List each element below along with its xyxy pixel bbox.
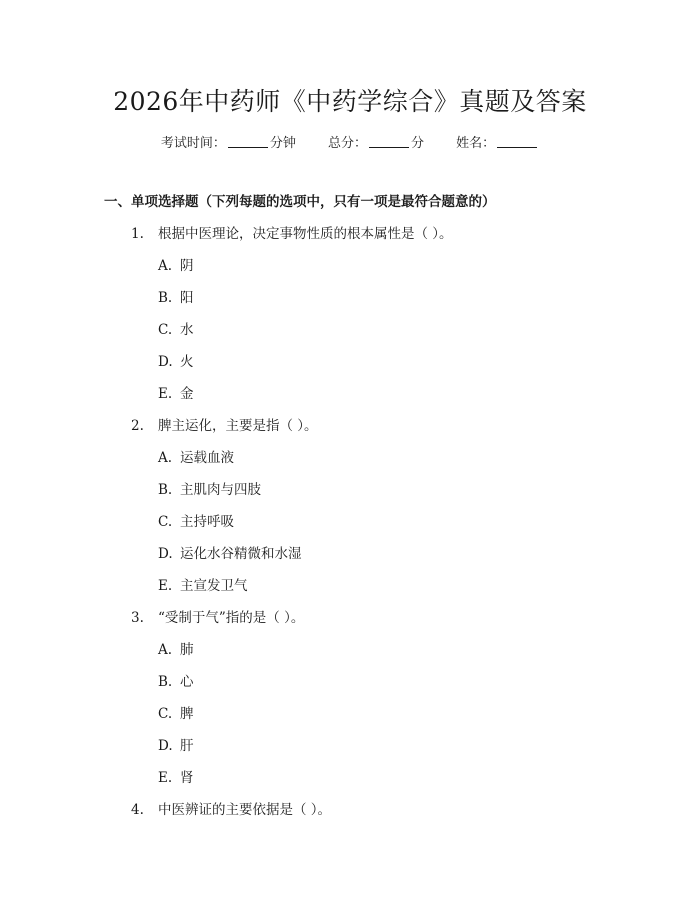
exam-time [161,132,296,151]
option-e [0,765,700,797]
option-text: 肺 [180,642,194,658]
exam-time-unit: 分钟 [269,136,296,151]
question-stem [0,797,700,829]
exam-time-blank [228,135,268,148]
question-number: 1. [131,226,144,242]
option-letter: E. [158,386,173,402]
option-d [0,733,700,765]
question-stem [0,605,700,637]
option-text: 阳 [180,290,194,306]
option-e [0,573,700,605]
total-score-label: 总分： [327,136,367,151]
option-letter: B. [158,674,173,690]
section-heading: 一、单项选择题（下列每题的选项中，只有一项是最符合题意的） [104,194,496,210]
option-text: 心 [180,674,194,690]
question-number: 4. [131,802,144,818]
option-text: 运化水谷精微和水湿 [180,546,302,562]
question-number: 3. [131,610,144,626]
option-letter: E. [158,770,173,786]
option-a [0,637,700,669]
option-text: 主宣发卫气 [180,578,248,594]
option-letter: D. [158,546,173,562]
question-number: 2. [131,418,144,434]
option-text: 水 [180,322,194,338]
question-text: 根据中医理论，决定事物性质的根本属性是（ ）。 [158,226,453,242]
option-text: 火 [180,354,194,370]
question-stem [0,221,700,253]
option-e [0,381,700,413]
option-c [0,509,700,541]
option-letter: D. [158,354,173,370]
student-name-blank [497,135,537,148]
student-name [456,132,539,151]
exam-meta [0,132,700,151]
question-text: “受制于气”指的是（ ）。 [158,610,305,626]
option-text: 阴 [180,258,194,274]
option-letter: E. [158,578,173,594]
question-text: 脾主运化，主要是指（ ）。 [158,418,318,434]
option-a [0,253,700,285]
option-text: 主持呼吸 [180,514,234,530]
option-letter: B. [158,482,173,498]
total-score-blank [369,135,409,148]
question-3 [0,605,700,797]
page-title: 2026年中药师《中药学综合》真题及答案 [113,87,587,116]
option-text: 肾 [180,770,194,786]
option-b [0,477,700,509]
option-text: 主肌肉与四肢 [180,482,261,498]
question-2 [0,413,700,605]
option-b [0,669,700,701]
option-letter: C. [158,514,173,530]
option-text: 运载血液 [180,450,234,466]
option-text: 肝 [180,738,194,754]
student-name-label: 姓名： [456,136,496,151]
total-score [328,132,424,151]
question-text: 中医辨证的主要依据是（ ）。 [158,802,332,818]
option-letter: A. [158,642,173,658]
option-text: 脾 [180,706,194,722]
option-c [0,317,700,349]
exam-time-label: 考试时间： [160,136,226,151]
option-c [0,701,700,733]
question-list [0,221,700,829]
option-letter: C. [158,322,173,338]
option-b [0,285,700,317]
option-d [0,349,700,381]
total-score-unit: 分 [411,136,425,151]
question-1 [0,221,700,413]
option-letter: A. [158,450,173,466]
option-letter: D. [158,738,173,754]
option-a [0,445,700,477]
option-d [0,541,700,573]
option-letter: C. [158,706,173,722]
option-letter: B. [158,290,173,306]
question-4 [0,797,700,829]
option-letter: A. [158,258,173,274]
question-stem [0,413,700,445]
option-text: 金 [180,386,194,402]
